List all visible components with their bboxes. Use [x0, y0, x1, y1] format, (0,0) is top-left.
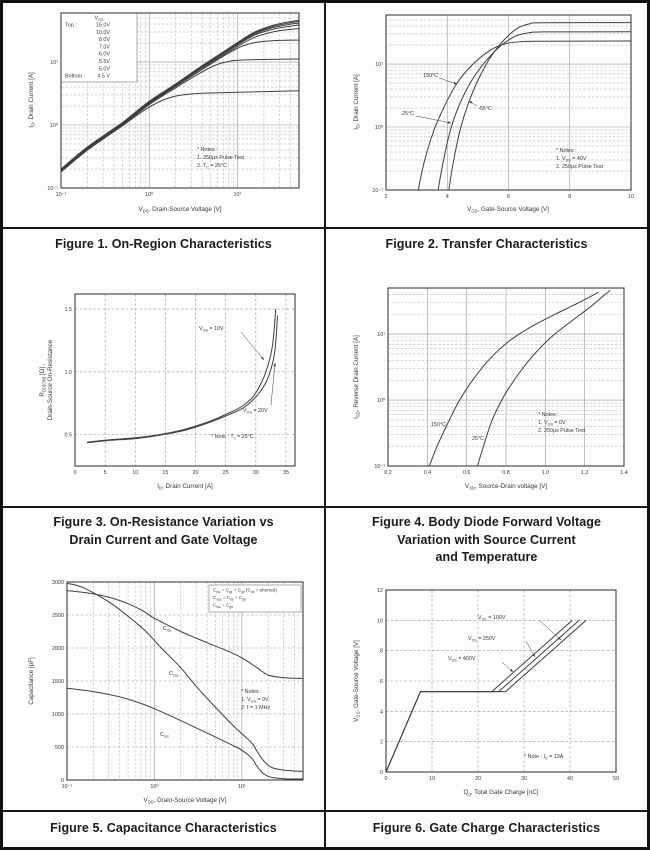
- series-layer: [67, 583, 303, 779]
- notes-line: * Notes :: [538, 412, 559, 418]
- caption-line: Figure 5. Capacitance Characteristics: [50, 821, 277, 835]
- x-axis-title: $V_{DS}$, Drain-Source Voltage [V]: [143, 797, 227, 805]
- figure4-caption: [326, 508, 647, 567]
- annotation-layer: [448, 615, 564, 761]
- annotation-arrowhead: [273, 363, 276, 366]
- tick-label: 5: [103, 470, 107, 476]
- tick-label: 10⁻¹: [61, 784, 73, 790]
- figure6-chart: [326, 562, 647, 806]
- tick-label: 10⁰: [374, 125, 383, 132]
- figure6-caption: [326, 812, 647, 838]
- curve-label: 150°C: [422, 73, 438, 79]
- figure2-caption: [326, 229, 647, 254]
- tick-label: 12: [377, 588, 383, 594]
- tick-label: 4: [445, 194, 449, 200]
- tick-label: 20: [475, 776, 481, 782]
- tick-label: 10: [132, 470, 139, 476]
- tick-label: 10¹: [233, 192, 242, 198]
- notes-line: 1. $V_{GS} = 0V$: [241, 697, 269, 704]
- legend-line: $C_{rss} = C_{gd}$: [213, 602, 233, 610]
- legend-bottom-label: Bottom :: [65, 73, 86, 80]
- legend-value: 15.0V: [95, 22, 110, 29]
- y-axis-title: Capacitance [pF]: [28, 657, 35, 705]
- figure3-caption: [3, 508, 324, 549]
- tick-label: 0.5: [64, 432, 72, 439]
- curve-label: $C_{oss}$: [169, 671, 179, 678]
- curve-label: 150°C: [430, 422, 446, 428]
- annotation-layer: [199, 326, 276, 441]
- tick-label: 10¹: [50, 60, 58, 67]
- caption-line: Figure 4. Body Diode Forward Voltage: [371, 515, 602, 529]
- tick-label: 8: [568, 194, 572, 200]
- figure3-chart: [3, 266, 324, 504]
- tick-label: 0.2: [384, 470, 392, 476]
- series-25c: [478, 290, 611, 466]
- tick-label: 15: [162, 470, 169, 476]
- tick-label: 500: [55, 745, 64, 751]
- tick-label: 0: [380, 770, 383, 776]
- tick-label: 10: [377, 618, 383, 625]
- notes-line: * Note : $I_D = 13A$: [524, 754, 564, 761]
- notes-line: 2. 250μs Pulse Test: [556, 164, 604, 170]
- tick-label: 10⁻¹: [47, 186, 58, 192]
- curve-label: $C_{iss}$: [163, 626, 172, 633]
- tick-label: 2: [384, 194, 388, 200]
- tick-label: 10⁻¹: [55, 192, 67, 198]
- tick-label: 35: [282, 470, 289, 476]
- curve-label: $V_{DS} = 400V$: [448, 656, 476, 663]
- legend-value: 4.5 V: [97, 73, 110, 80]
- tick-label: 10⁰: [376, 398, 385, 405]
- caption-line: Figure 6. Gate Charge Characteristics: [372, 821, 601, 835]
- tick-label: 20: [192, 470, 199, 476]
- x-axis-title: $Q_g$, Total Gate Charge [nC]: [463, 789, 539, 797]
- legend-line: $C_{iss} = C_{gs} + C_{gd}$ ($C_{ds}$ = shorted): [213, 587, 277, 595]
- annotation-arrowhead: [448, 121, 451, 124]
- tick-label: 2000: [52, 646, 64, 652]
- notes-line: * Notes :: [241, 689, 262, 695]
- series-layer: [386, 620, 586, 772]
- tick-label: 10: [628, 194, 634, 200]
- tick-label: 6: [380, 679, 383, 685]
- tick-label: 3000: [52, 580, 64, 586]
- series--55c: [449, 23, 631, 190]
- legend-line: $C_{oss} = C_{ds} + C_{gd}$: [213, 595, 246, 602]
- tick-label: 10¹: [377, 332, 385, 339]
- figure5-chart: [3, 562, 324, 806]
- tick-label: 1500: [52, 679, 64, 685]
- tick-label: 10¹: [375, 62, 383, 69]
- annotation-layer: [402, 73, 604, 170]
- notes-line: 1. $V_{GS} = 0V$: [538, 420, 566, 427]
- tick-label: 6: [507, 194, 510, 200]
- tick-label: 0.8: [502, 470, 510, 476]
- figure1-caption: [3, 229, 324, 254]
- curve-label: 25°C: [401, 111, 414, 117]
- y-axis-title: $I_D$, Drain Current [A]: [28, 72, 36, 128]
- curve-label: $V_{DS} = 250V$: [468, 636, 496, 643]
- curve-label: $V_{GS} = 20V$: [243, 408, 268, 415]
- notes-line: * Notes :: [197, 147, 218, 153]
- curve-label: 25°C: [471, 436, 484, 442]
- annotation-arrowhead: [469, 101, 472, 104]
- series-150c: [429, 292, 598, 466]
- tick-label: 10⁻¹: [372, 188, 383, 194]
- notes-line: 2. 250μs Pulse Test: [538, 428, 586, 434]
- tick-label: 10⁰: [49, 123, 58, 130]
- notes-line: * Note : $T_J = 25^\circ C$: [211, 434, 254, 441]
- caption-line: and Temperature: [435, 550, 538, 564]
- notes-line: 2. $T_C = 25^\circ C$: [197, 163, 228, 170]
- y-axis-title: $R_{DS(ON)}$ [Ω] ,: [39, 363, 47, 397]
- tick-label: 2500: [52, 613, 64, 619]
- curve-label: -55°C: [478, 106, 492, 112]
- annotation-layer: [160, 585, 301, 739]
- tick-label: 10: [429, 776, 435, 782]
- x-axis-title: $V_{DS}$, Drain-Source Voltage [V]: [138, 206, 222, 214]
- caption-line: Figure 1. On-Region Characteristics: [55, 237, 272, 251]
- legend-value: 8.0V: [98, 37, 110, 44]
- y-axis-title: $V_{GS}$, Gate-Source Voltage [V]: [353, 640, 361, 722]
- y-axis-title: $I_D$, Drain Current [A]: [353, 74, 361, 130]
- grid-layer: [388, 288, 624, 466]
- annotation-layer: [431, 412, 586, 442]
- caption-line: Figure 2. Transfer Characteristics: [385, 237, 588, 251]
- tick-label: 1000: [52, 712, 64, 718]
- curve-label: $V_{DS} = 100V$: [478, 615, 506, 622]
- caption-line: Variation with Source Current: [397, 532, 576, 547]
- tick-label: 1.0: [541, 470, 550, 476]
- tick-label: 30: [521, 776, 527, 782]
- tick-label: 30: [252, 470, 259, 476]
- tick-labels: [65, 307, 289, 476]
- tick-label: 1.0: [64, 369, 72, 376]
- series-layer: [429, 290, 610, 466]
- tick-label: 0.4: [423, 470, 432, 476]
- legend-top-label: Top :: [65, 22, 77, 29]
- legend-value: 6.0V: [98, 51, 110, 58]
- tick-label: 10¹: [237, 784, 246, 790]
- y-axis-title-line2: Drain-Source On-Resistance: [47, 339, 54, 421]
- tick-label: 40: [567, 776, 573, 782]
- notes-line: 1. $V_{DS} = 40V$: [556, 156, 587, 163]
- annotation-arrowhead: [454, 82, 457, 85]
- tick-label: 10⁰: [145, 192, 154, 198]
- notes-line: * Notes :: [556, 148, 577, 154]
- tick-label: 1.5: [64, 307, 72, 314]
- tick-label: 2: [380, 739, 383, 746]
- series-vds-250v: [386, 620, 579, 772]
- series-vgs-20v: [87, 315, 277, 443]
- x-axis-title: $V_{SD}$, Source-Drain voltage [V]: [464, 483, 548, 491]
- x-axis-title: $I_D$, Drain Current [A]: [157, 483, 213, 491]
- x-axis-title: $V_{GS}$, Gate-Source Voltage [V]: [467, 206, 549, 214]
- curve-label: $V_{GS} = 10V$: [199, 326, 224, 333]
- notes-line: 1. 250μs Pulse Test: [197, 155, 245, 161]
- legend-title: $V_{GS}$: [94, 15, 104, 23]
- tick-label: 50: [613, 776, 619, 782]
- figure4-chart: [326, 266, 647, 504]
- figure2-chart: [326, 5, 647, 227]
- figure1-chart: [3, 5, 324, 227]
- legend-value: 7.0V: [98, 44, 110, 51]
- tick-label: 25: [222, 470, 229, 476]
- tick-label: 0: [384, 776, 388, 782]
- tick-label: 0: [61, 778, 64, 784]
- figure5-caption: [3, 812, 324, 838]
- y-axis-title: $I_{SD}$, Reverse Drain Current [A]: [353, 335, 361, 419]
- tick-label: 0.6: [462, 470, 471, 476]
- legend-value: 10.0V: [95, 29, 110, 36]
- series-vds-400v: [386, 620, 572, 772]
- tick-label: 8: [380, 648, 383, 655]
- tick-label: 1.2: [580, 470, 589, 476]
- tick-label: 10⁻¹: [374, 464, 385, 470]
- series-vds-100v: [386, 620, 586, 772]
- caption-line: Figure 3. On-Resistance Variation vs: [53, 515, 274, 529]
- tick-label: 4: [380, 709, 383, 716]
- tick-label: 10⁰: [150, 784, 159, 790]
- tick-label: 0: [73, 470, 77, 476]
- curve-label: $C_{rss}$: [160, 732, 169, 739]
- series-vgs-10v: [87, 309, 276, 442]
- notes-line: 2. f = 1 MHz: [241, 705, 271, 711]
- series-layer: [87, 309, 277, 443]
- legend-value: 5.0V: [98, 66, 110, 73]
- tick-label: 1.4: [620, 470, 628, 476]
- legend-value: 5.5V: [98, 59, 110, 65]
- caption-line: Drain Current and Gate Voltage: [69, 532, 258, 547]
